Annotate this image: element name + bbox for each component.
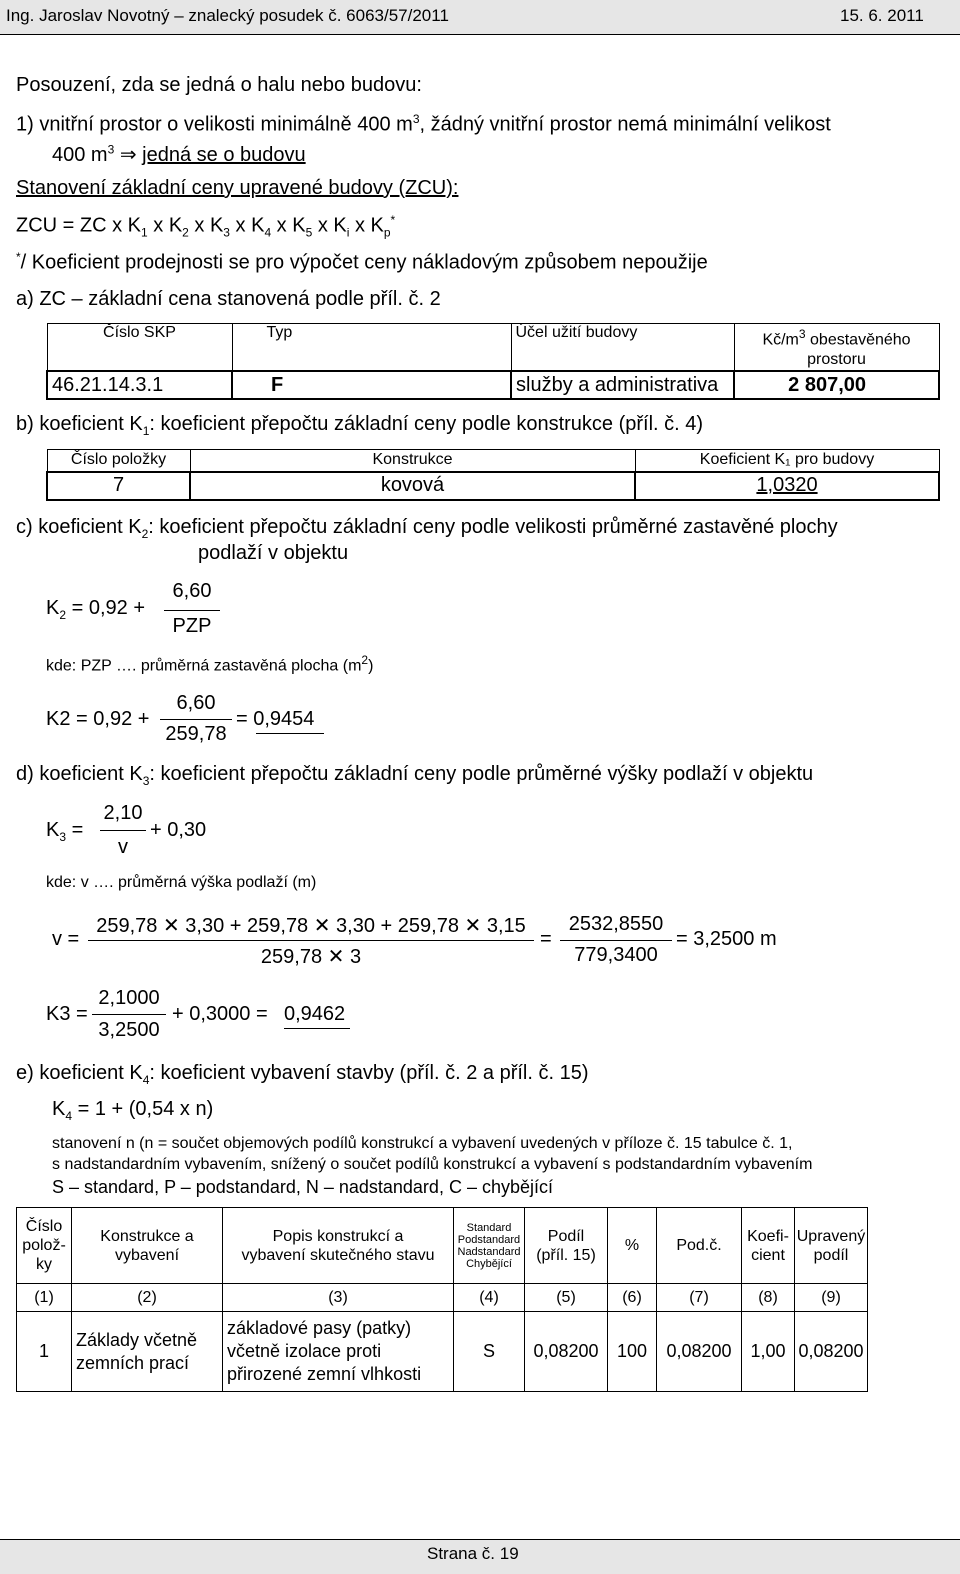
skp-header-purpose: Účel užití budovy <box>511 324 734 372</box>
criterion-text-rest: , žádný vnitřní prostor nemá minimální velikost <box>419 113 831 136</box>
k3-calc-denominator: 3,2500 <box>98 1019 160 1041</box>
v-calc-denominator1: 259,78 ✕ 3 <box>260 946 362 968</box>
k2-calc-lhs <box>46 708 149 731</box>
skp-header-price <box>734 324 939 372</box>
sub: 4 <box>264 225 272 240</box>
item-c-line <box>16 516 838 541</box>
header-date: 15. 6. 2011 <box>840 6 924 25</box>
row-item: 1 <box>17 1312 72 1392</box>
line-text: e) koeficient K <box>16 1062 143 1084</box>
sup: 2 <box>361 653 369 667</box>
fraction-bar <box>160 719 232 720</box>
skp-header-number: Číslo SKP <box>47 324 232 372</box>
k4-formula <box>52 1098 213 1123</box>
v-calc-lhs: v = <box>52 928 80 950</box>
formula-text: = <box>76 1003 88 1025</box>
sup: 3 <box>798 327 806 341</box>
line-text: c) koeficient K <box>16 516 142 538</box>
sub: 4 <box>65 1109 73 1123</box>
k2-formula-lhs <box>46 597 145 622</box>
header-text: prostoru <box>807 351 866 369</box>
fraction-bar <box>560 940 672 941</box>
fraction-bar <box>92 1014 166 1015</box>
fraction-bar <box>100 830 146 831</box>
sub: 2 <box>182 225 189 240</box>
sub: 5 <box>305 225 313 240</box>
page-header <box>0 0 960 35</box>
sup: 3 <box>107 142 115 157</box>
symbol: K <box>46 597 60 619</box>
formula-part: x K <box>229 214 265 237</box>
row-construction: Základy včetně zemních prací <box>72 1312 223 1392</box>
line-text: b) koeficient K <box>16 413 143 435</box>
item-c-continuation: podlaží v objektu <box>198 542 349 564</box>
criterion-text: 1) vnitřní prostor o velikosti minimálně 400 m <box>16 113 413 136</box>
item-e-line <box>16 1062 589 1087</box>
symbol: K <box>46 819 60 841</box>
symbol: K <box>46 1003 60 1025</box>
sub: 3 <box>59 830 67 844</box>
sub: 4 <box>142 1073 150 1087</box>
skp-price: 2 807,00 <box>734 371 939 399</box>
hall-criterion-line <box>16 112 831 137</box>
sub: 1 <box>142 424 150 438</box>
col-header-adjusted: Upravený podíl <box>795 1208 868 1284</box>
k1-construction: kovová <box>190 472 635 500</box>
table-row <box>17 1312 868 1392</box>
formula-part: x K <box>349 214 384 237</box>
skp-purpose: služby a administrativa <box>511 371 734 399</box>
k1-table <box>46 449 940 501</box>
col-number: (7) <box>657 1284 742 1312</box>
skp-header-type: Typ <box>232 324 511 372</box>
subscript: 2 <box>59 708 71 730</box>
col-number: (9) <box>795 1284 868 1312</box>
hall-conclusion-line <box>52 142 306 167</box>
v-result: = 3,2500 m <box>676 928 777 950</box>
k1-value: 1,0320 <box>756 474 818 496</box>
col-number: (6) <box>608 1284 657 1312</box>
formula-text: = <box>71 819 84 841</box>
sub: 2 <box>59 608 67 622</box>
note-line-1: stanovení n (n = součet objemových podílů konstrukcí a vybavení uvedených v příloze č. 15 tabulce č. 1, <box>52 1135 793 1152</box>
where-text: ) <box>368 657 374 675</box>
footnote <box>16 250 708 275</box>
sub: 3 <box>223 225 230 240</box>
symbol: K <box>52 1098 66 1120</box>
k2-where <box>46 653 373 675</box>
k3-result: 0,9462 <box>284 1003 346 1025</box>
col-header-description: Popis konstrukcí a vybavení skutečného stavu <box>223 1208 454 1284</box>
where-text: kde: PZP …. průměrná zastavěná plocha (m <box>46 657 362 675</box>
line-text: : koeficient přepočtu základní ceny podle konstrukce (příl. č. 4) <box>149 413 704 435</box>
col-header-coefficient: Koefi- cient <box>742 1208 795 1284</box>
symbol: K <box>46 708 60 730</box>
row-percent: 100 <box>608 1312 657 1392</box>
col-header-item: Číslo polož- ky <box>17 1208 72 1284</box>
skp-type: F <box>232 371 511 399</box>
k3-formula-plus: + 0,30 <box>150 819 207 841</box>
item-a-line: a) ZC – základní cena stanovená podle příl. č. 2 <box>16 288 441 310</box>
note-line-2: s nadstandardním vybavením, snížený o součet podílů konstrukcí a vybavení s podstandardním vybavením <box>52 1156 813 1173</box>
subscript: 3 <box>59 1003 71 1025</box>
formula-text: = 0,92 + <box>76 708 150 730</box>
col-header-construction: Konstrukce a vybavení <box>72 1208 223 1284</box>
k1-header-construction: Konstrukce <box>190 450 635 472</box>
formula-part: x K <box>271 214 306 237</box>
item-b-line <box>16 413 703 438</box>
v-calc-numerator2: 2532,8550 <box>568 913 664 935</box>
footnote-text: / Koeficient prodejnosti se pro výpočet ceny nákladovým způsobem nepoužije <box>20 251 708 274</box>
col-header-share: Podíl (příl. 15) <box>525 1208 608 1284</box>
sub: 2 <box>141 527 149 541</box>
line-text: : koeficient přepočtu základní ceny podle průměrné výšky podlaží v objektu <box>149 763 814 785</box>
row-coefficient: 1,00 <box>742 1312 795 1392</box>
col-header-standard: Standard Podstandard Nadstandard Chybějící <box>454 1208 525 1284</box>
formula-text: = 1 + (0,54 x n) <box>72 1098 214 1120</box>
conclusion-text: 400 m <box>52 144 108 166</box>
k2-formula-numerator: 6,60 <box>172 580 212 602</box>
v-calc-denominator2: 779,3400 <box>574 944 658 966</box>
table-number-row <box>17 1284 868 1312</box>
sub: 1 <box>141 225 148 240</box>
header-title: Ing. Jaroslav Novotný – znalecký posudek č. 6063/57/2011 <box>6 6 449 25</box>
col-number: (8) <box>742 1284 795 1312</box>
zcu-heading: Stanovení základní ceny upravené budovy (ZCU): <box>16 177 459 199</box>
k2-result: = 0,9454 <box>236 708 315 730</box>
formula-part: x K <box>188 214 224 237</box>
k3-calc-plus: + 0,3000 = <box>172 1003 268 1025</box>
sub: i <box>346 225 350 240</box>
skp-code: 46.21.14.3.1 <box>47 371 232 399</box>
formula-part: ZCU = ZC x K <box>16 214 142 237</box>
k3-formula-numerator: 2,10 <box>103 802 143 824</box>
k3-formula-lhs <box>46 819 83 844</box>
col-number: (4) <box>454 1284 525 1312</box>
k3-calc-numerator: 2,1000 <box>98 987 160 1009</box>
k1-item: 7 <box>47 472 190 500</box>
k1-coefficient <box>635 472 939 500</box>
fraction-bar <box>164 610 220 611</box>
k3-formula-denominator: v <box>118 836 128 858</box>
sup: 3 <box>412 112 420 126</box>
row-standard: S <box>454 1312 525 1392</box>
line-text: : koeficient vybavení stavby (příl. č. 2 a příl. č. 15) <box>149 1062 589 1084</box>
row-description: základové pasy (patky) včetně izolace proti přirozené zemní vlhkosti <box>223 1312 454 1392</box>
header-text: obestavěného <box>805 331 911 349</box>
row-adjusted: 0,08200 <box>795 1312 868 1392</box>
sup: * <box>390 213 396 227</box>
col-number: (3) <box>223 1284 454 1312</box>
sub: p <box>383 225 391 240</box>
row-pod: 0,08200 <box>657 1312 742 1392</box>
k2-calc-numerator: 6,60 <box>176 692 216 714</box>
k1-header-item: Číslo položky <box>47 450 190 472</box>
v-where: kde: v …. průměrná výška podlaží (m) <box>46 874 317 891</box>
k1-header-coefficient: Koeficient K₁ pro budovy <box>635 450 939 472</box>
formula-part: x K <box>312 214 347 237</box>
conclusion-result: jedná se o budovu <box>142 144 306 166</box>
k3-calc-lhs <box>46 1003 88 1026</box>
note-line-3: S – standard, P – podstandard, N – nadstandard, C – chybějící <box>52 1177 553 1197</box>
result-underline <box>284 1028 350 1029</box>
sub: 3 <box>142 774 150 788</box>
col-number: (5) <box>525 1284 608 1312</box>
page-footer <box>0 1539 960 1574</box>
line-text: d) koeficient K <box>16 763 143 785</box>
v-calc-equals: = <box>540 928 552 950</box>
row-share: 0,08200 <box>525 1312 608 1392</box>
page-number: Strana č. 19 <box>427 1544 519 1563</box>
formula-part: x K <box>147 214 183 237</box>
header-text: Kč/m <box>762 331 799 349</box>
item-d-line <box>16 763 813 788</box>
v-calc-numerator1: 259,78 ✕ 3,30 + 259,78 ✕ 3,30 + 259,78 ✕ 3,15 <box>96 915 526 937</box>
implies-arrow-icon: ⇒ <box>119 144 137 166</box>
col-number: (2) <box>72 1284 223 1312</box>
col-header-pod: Pod.č. <box>657 1208 742 1284</box>
fraction-bar <box>88 940 534 941</box>
k2-calc-denominator: 259,78 <box>165 723 227 745</box>
result-underline <box>256 733 324 734</box>
footnote-mark: * <box>16 250 21 264</box>
section-title: Posouzení, zda se jedná o halu nebo budovu: <box>16 74 422 96</box>
equipment-table <box>16 1207 868 1392</box>
k2-formula-denominator: PZP <box>172 615 212 637</box>
table-header-row <box>17 1208 868 1284</box>
line-text: : koeficient přepočtu základní ceny podle velikosti průměrné zastavěné plochy <box>148 516 838 538</box>
skp-table <box>46 323 940 400</box>
formula-text: = 0,92 + <box>71 597 145 619</box>
zcu-formula <box>16 213 395 240</box>
col-number: (1) <box>17 1284 72 1312</box>
col-header-percent: % <box>608 1208 657 1284</box>
